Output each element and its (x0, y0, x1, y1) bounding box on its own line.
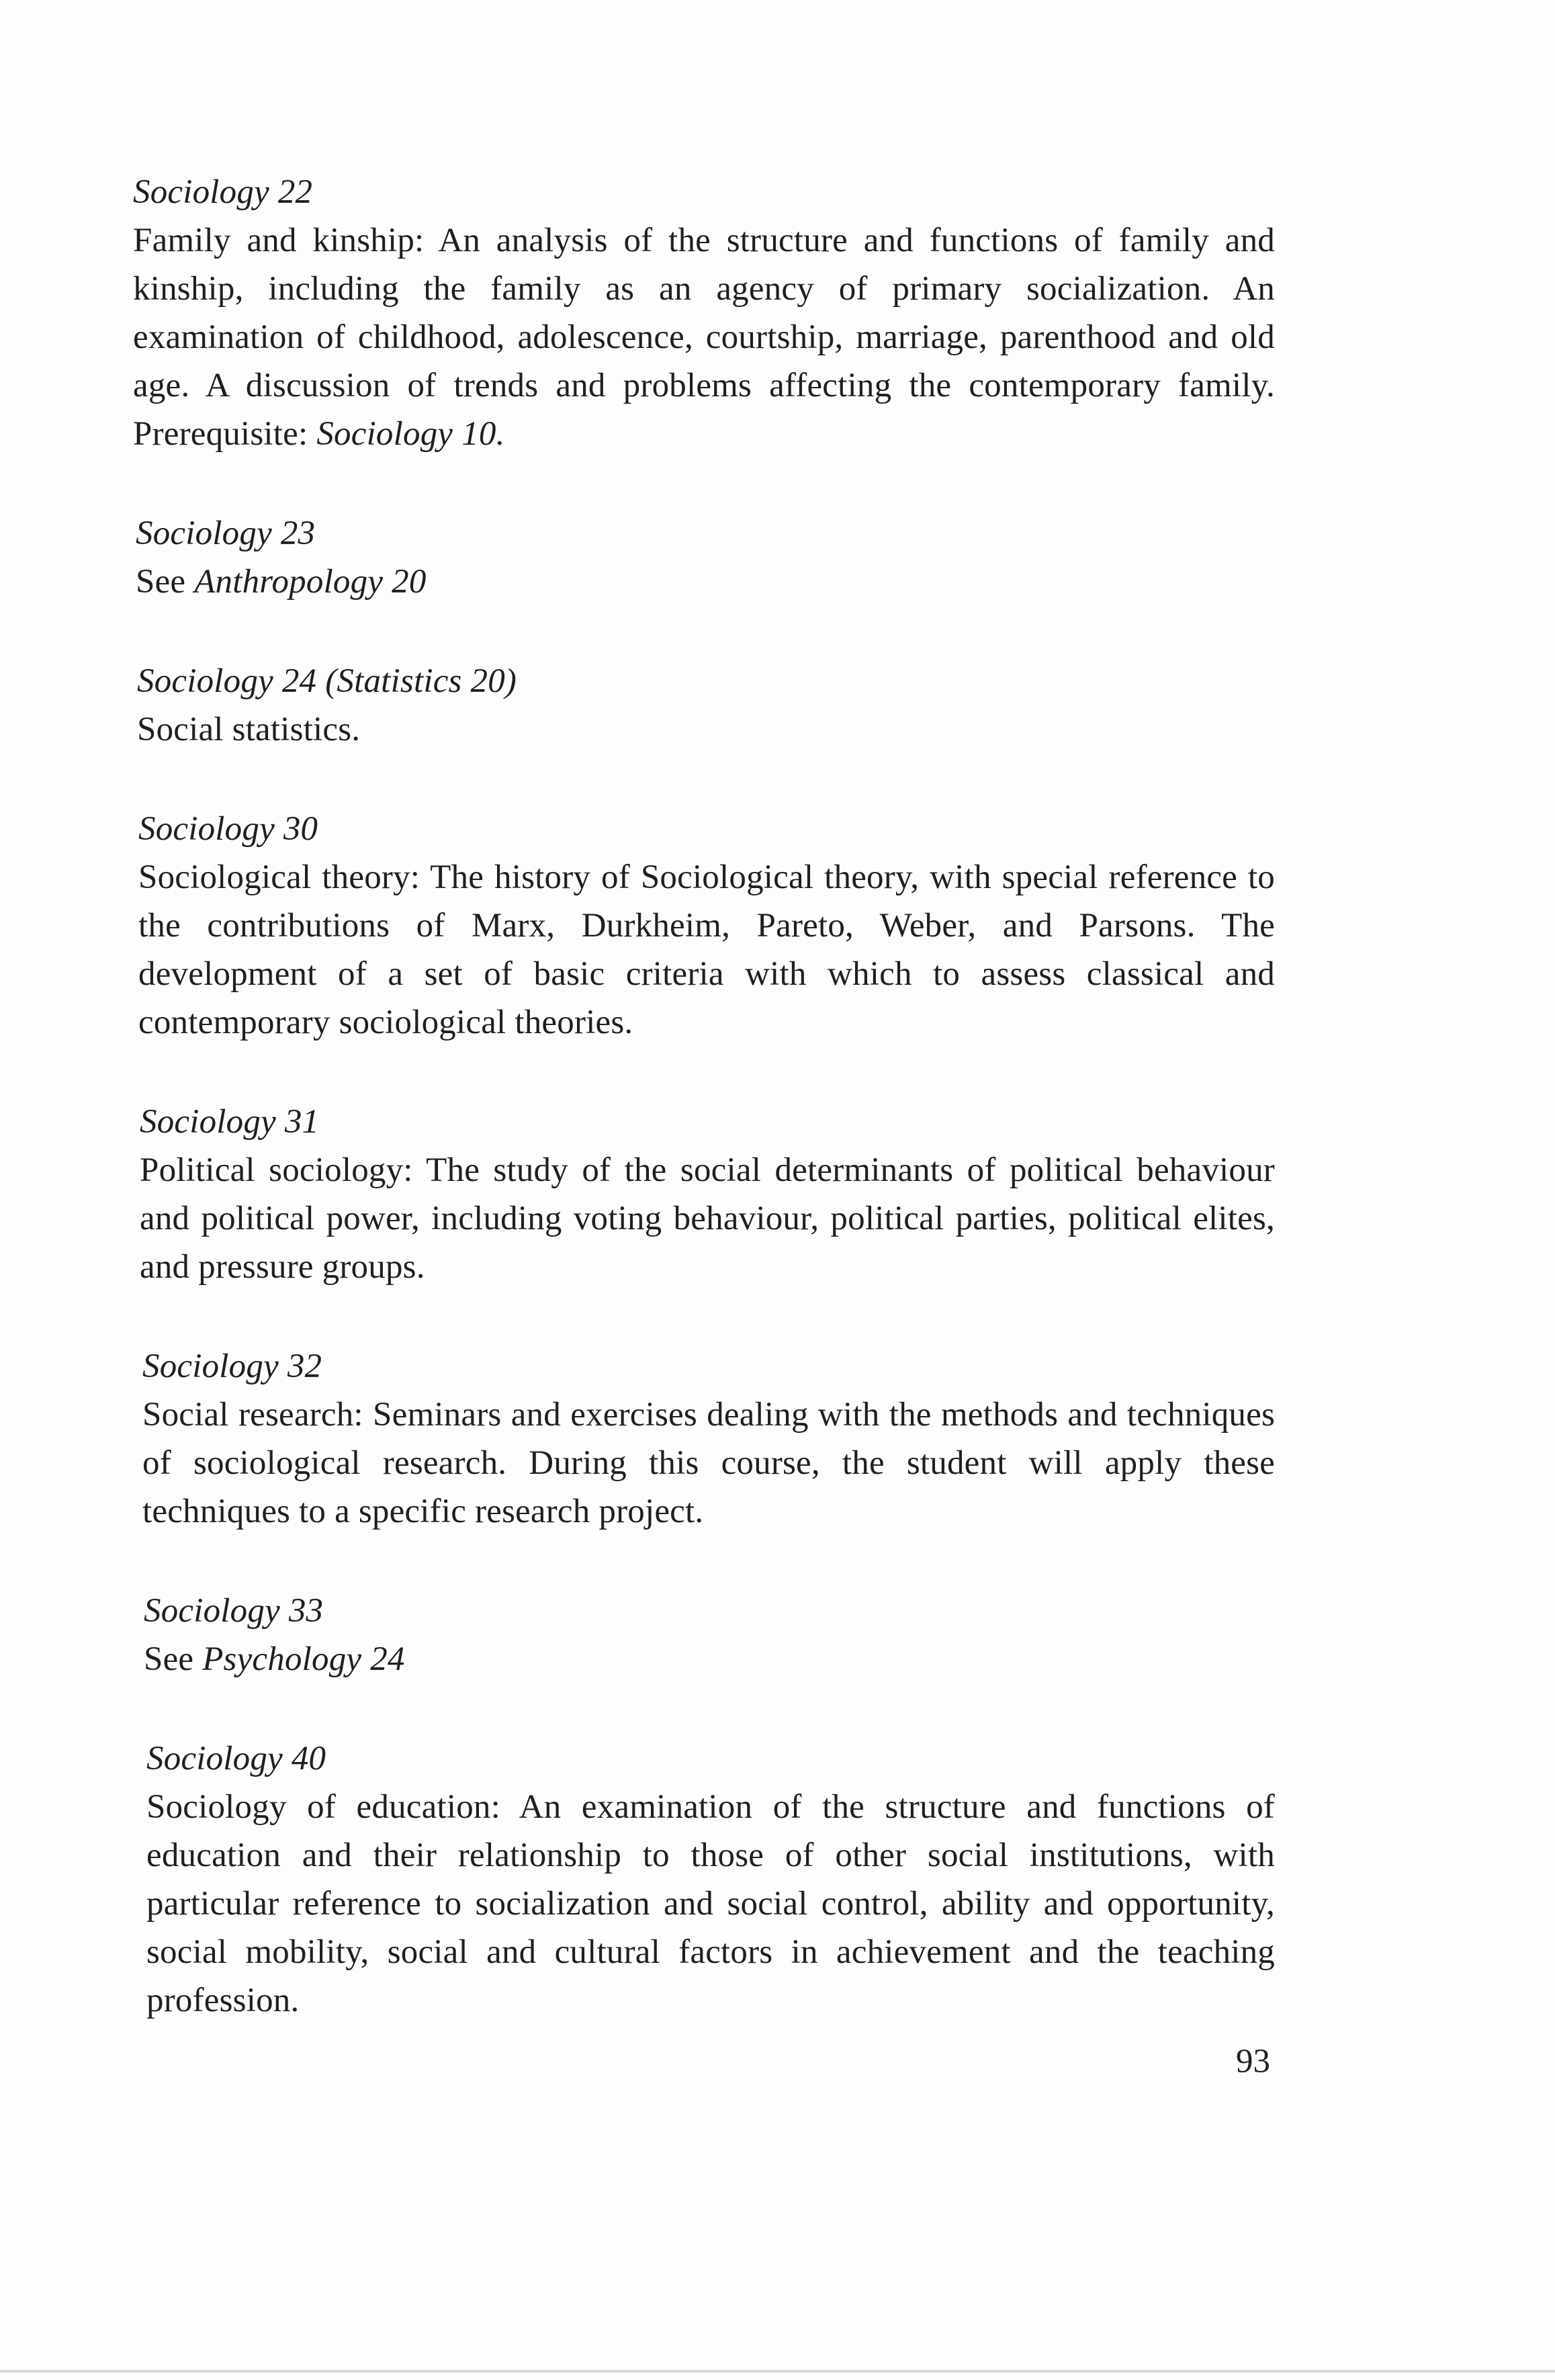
course-code: Sociology 33 (144, 1592, 324, 1630)
course-description: See Anthropology 20 (136, 563, 427, 601)
course-description: Family and kinship: An analysis of the structure and functions of family and kinship, including the family as an agency of primary socialization. An examination of childhood, adolescence, courtship, marriage, parenthood and old age. A discussion of trends and problems affecting the contemporary family. Prerequisite: Sociology 10. (133, 222, 1275, 453)
course-entry-sociology-32 (142, 1342, 1275, 1536)
course-code: Sociology 22 (133, 173, 313, 211)
course-entry-sociology-40 (146, 1734, 1275, 2025)
course-entry-sociology-23 (136, 509, 1275, 606)
course-description: Political sociology: The study of the social determinants of political behaviour and political power, including voting behaviour, political parties, political elites, and pressure groups. (140, 1151, 1275, 1286)
course-entry-sociology-30 (138, 805, 1275, 1047)
scan-edge-line (0, 2370, 1555, 2373)
course-description: Social statistics. (137, 711, 361, 748)
course-description: Sociological theory: The history of Sociological theory, with special reference to the contributions of Marx, Durkheim, Pareto, Weber, and Parsons. The development of a set of basic criteria with which to assess classical and contemporary sociological theories. (138, 858, 1275, 1041)
course-entry-sociology-33 (144, 1587, 1275, 1683)
prerequisite-reference: Sociology 10. (316, 415, 505, 453)
page-number: 93 (1236, 2043, 1270, 2080)
course-description: See Psychology 24 (144, 1640, 405, 1678)
course-description: Sociology of education: An examination of the structure and functions of education and their relationship to those of other social institutions, with particular reference to socialization and social control, ability and opportunity, social mobility, social and cultural factors in achievement and the teaching profession. (146, 1788, 1275, 2019)
course-code: Sociology 32 (142, 1348, 322, 1385)
course-entry-sociology-31 (140, 1098, 1275, 1291)
course-entry-sociology-22 (133, 168, 1275, 458)
course-entry-sociology-24 (137, 657, 1275, 754)
cross-reference: Anthropology 20 (194, 563, 427, 601)
course-code: Sociology 40 (146, 1740, 326, 1777)
cross-reference: Psychology 24 (202, 1640, 405, 1678)
course-description: Social research: Seminars and exercises dealing with the methods and techniques of sociological research. During this course, the student will apply these techniques to a specific research project. (142, 1396, 1275, 1530)
course-code: Sociology 31 (140, 1103, 320, 1141)
course-list (133, 168, 1275, 2076)
course-code: Sociology 24 (Statistics 20) (137, 662, 517, 700)
course-code: Sociology 30 (138, 810, 318, 848)
course-code: Sociology 23 (136, 515, 316, 552)
